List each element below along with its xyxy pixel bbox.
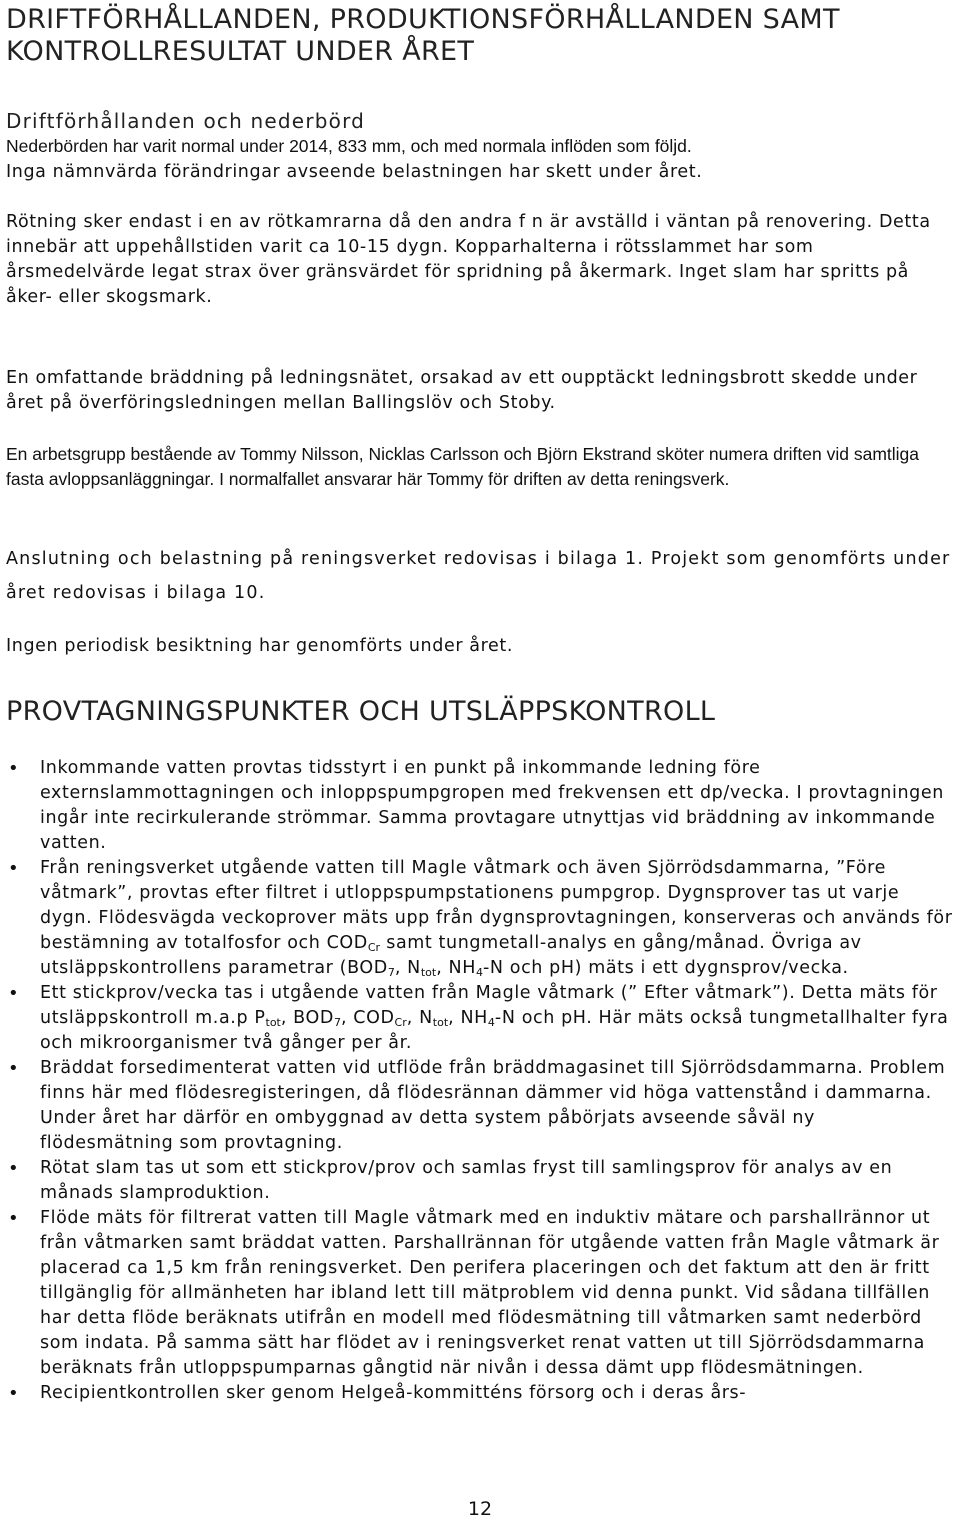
list-item: • Flöde mäts för filtrerat vatten till Magle våtmark med en induktiv mätare och parshallrännor ut från våtmarken samt bräddat vatten. Parshallrännan för utgående vatten från Magle våtmark är placerad ca 1,5 km från reningsverket. Den perifera placeringen och det faktum att den är fritt tillgänglig för allmänheten har ibland lett till mätproblem vid denna punkt. Vid sådana tillfällen har detta flöde beräknats utifrån en modell med flödesmätning till våtmarken samt nederbörd som indata. På samma sätt har flödet av i reningsverket renat vatten ut till Sjörrödsdammarna beräknats från utloppspumparnas gångtid när nivån i dessa dämt upp flödesmätningen. (8, 1208, 940, 1378)
list-item: • Recipientkontrollen sker genom Helgeå-kommitténs försorg och i deras års- (8, 1383, 747, 1404)
paragraph-arbetsgrupp: En arbetsgrupp bestående av Tommy Nilsson, Nicklas Carlsson och Björn Ekstrand sköter numera driften vid samtliga fasta avloppsanläggningar. I normalfallet ansvarar här Tommy för driften av detta reningsverk. (6, 444, 920, 489)
section-heading-provtagning: PROVTAGNINGSPUNKTER OCH UTSLÄPPSKONTROLL (6, 696, 716, 727)
bullet-icon: • (8, 1208, 20, 1229)
page-number: 12 (467, 1498, 493, 1520)
paragraph-nederbord: Nederbörden har varit normal under 2014, 833 mm, och med normala inflöden som följd. (6, 136, 692, 156)
paragraph-besiktning: Ingen periodisk besiktning har genomförts under året. (6, 636, 514, 656)
bullet-icon: • (8, 1383, 20, 1404)
sampling-point-list (6, 756, 954, 1406)
paragraph-anslutning: Anslutning och belastning på reningsverket redovisas i bilaga 1. Projekt som genomförts under året redovisas i bilaga 10. (6, 549, 951, 603)
list-item: • Inkommande vatten provtas tidsstyrt i en punkt på inkommande ledning före externslammottagningen och inloppspumpgropen med frekvensen ett dp/vecka. I provtagningen ingår inte recirkulerande strömmar. Samma provtagare utnyttjas vid bräddning av inkommande vatten. (8, 758, 944, 853)
list-item: • Bräddat forsedimenterat vatten vid utflöde från bräddmagasinet till Sjörrödsdammarna. Problem finns här med flödesregisteringen, då flödesrännan dämmer vid höga vattenstånd i dammarna. Under året har därför en ombyggnad av detta system påbörjats avseende såväl ny flödesmätning som provtagning. (8, 1058, 946, 1153)
paragraph-rotning: Rötning sker endast i en av rötkamrarna då den andra f n är avställd i väntan på renovering. Detta innebär att uppehållstiden varit ca 10-15 dygn. Kopparhalterna i rötsslammet har som årsmedelvärde legat strax över gränsvärdet för spridning på åkermark. Inget slam har spritts på åker- eller skogsmark. (6, 212, 931, 307)
list-item: • Rötat slam tas ut som ett stickprov/prov och samlas fryst till samlingsprov för analys av en månads slamproduktion. (8, 1158, 893, 1203)
list-item: • Ett stickprov/vecka tas i utgående vatten från Magle våtmark (” Efter våtmark”). Detta mäts för utsläppskontroll m.a.p $P_{tot}$, $BOD_7$, $COD_{Cr}$, $N_{tot}$, $NH_4-N$ och pH. Här mäts också tungmetallhalter fyra och mikroorganismer två gånger per år. (8, 983, 949, 1053)
section-heading-drift: DRIFTFÖRHÅLLANDEN, PRODUKTIONSFÖRHÅLLANDEN SAMT KONTROLLRESULTAT UNDER ÅRET (6, 4, 840, 67)
bullet-icon: • (8, 758, 20, 779)
bullet-icon: • (8, 1058, 20, 1079)
bullet-icon: • (8, 983, 20, 1004)
list-item: • Från reningsverket utgående vatten till Magle våtmark och även Sjörrödsdammarna, ”Före våtmark”, provtas efter filtret i utloppspumpstationens pumpgrop. Dygnsprover tas ut varje dygn. Flödesvägda veckoprover mäts upp från dygnsprovtagningen, konserveras och används för bestämning av totalfosfor och $COD_{Cr}$ samt tungmetall-analys en gång/månad. Övriga av utsläppskontrollens parametrar ($BOD_7$, $N_{tot}$, $NH_4-N$ och pH) mäts i ett dygnsprov/vecka. (8, 858, 953, 979)
paragraph-belastning: Inga nämnvärda förändringar avseende belastningen har skett under året. (6, 162, 703, 182)
bullet-icon: • (8, 858, 20, 879)
subheading-driftforhallanden: Driftförhållanden och nederbörd (6, 109, 366, 133)
bullet-icon: • (8, 1158, 20, 1179)
paragraph-braddning: En omfattande bräddning på ledningsnätet, orsakad av ett oupptäckt ledningsbrott skedde under året på överföringsledningen mellan Ballingslöv och Stoby. (6, 368, 918, 413)
